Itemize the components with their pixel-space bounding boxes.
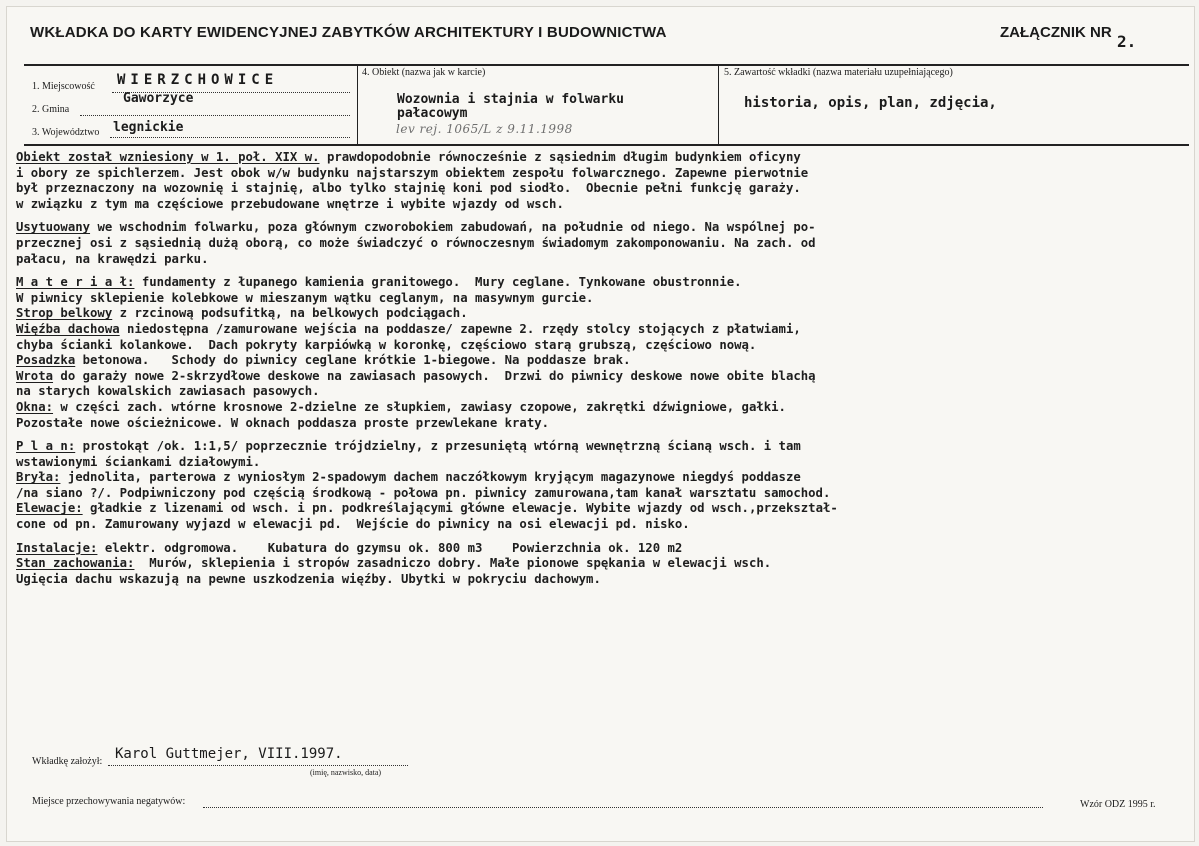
- section-heading: Wrota: [16, 368, 54, 383]
- body-text: jednolita, parterowa z wyniosłym 2-spadowym dachem naczółkowym kryjącym magazynowe niegdyś poddasze: [60, 470, 801, 485]
- section-heading: Strop belkowy: [16, 306, 113, 321]
- body-line: [16, 541, 1181, 557]
- body-line: [16, 369, 1181, 385]
- section-heading: Stan zachowania:: [16, 556, 135, 571]
- body-line: [16, 556, 1181, 572]
- body-line: [16, 455, 1181, 471]
- paragraph-gap: [16, 431, 1181, 439]
- body-line: [16, 220, 1181, 236]
- annex-label: ZAŁĄCZNIK NR: [1000, 24, 1112, 41]
- paragraph-gap: [16, 212, 1181, 220]
- form-title: WKŁADKA DO KARTY EWIDENCYJNEJ ZABYTKÓW ARCHITEKTURY I BUDOWNICTWA: [30, 24, 667, 41]
- field-divider-1: [357, 64, 358, 144]
- body-text: gładkie z lizenami od wsch. i pn. podkreślającymi główne elewacje. Wybite wjazdy od wsch.,przekształ-: [82, 501, 838, 516]
- body-line: [16, 166, 1181, 182]
- body-line: [16, 384, 1181, 400]
- section-heading: Bryła:: [16, 470, 61, 485]
- negatives-label: Miejsce przechowywania negatywów:: [32, 796, 186, 807]
- section-heading: Instalacje:: [16, 540, 98, 555]
- body-line: [16, 252, 1181, 268]
- body-text: we wschodnim folwarku, poza głównym czworobokiem zabudowań, na południe od niego. Na wspólnej po-: [90, 220, 816, 235]
- annex-number: 2.: [1117, 32, 1137, 51]
- fields-rule: [24, 144, 1189, 146]
- body-text: Murów, sklepienia i stropów zasadniczo dobry. Małe pionowe spękania w elewacji wsch.: [134, 556, 772, 571]
- body-text: z rzcinową podsufitką, na belkowych podciągach.: [112, 306, 468, 321]
- paragraph-gap: [16, 533, 1181, 541]
- body-text: W piwnicy sklepienie kolebkowe w mieszanym wątku ceglanym, na masywnym gurcie.: [16, 290, 594, 305]
- miejscowosc-label: 1. Miejscowość: [32, 81, 95, 92]
- body-line: [16, 470, 1181, 486]
- body-text: do garaży nowe 2-skrzydłowe deskowe na zawiasach pasowych. Drzwi do piwnicy deskowe nowe obite blachą: [53, 368, 816, 383]
- negatives-dots: [203, 807, 1043, 808]
- body-text: niedostępna /zamurowane wejścia na poddasze/ zapewne 2. rzędy stolcy stojących z płatwiami,: [119, 321, 801, 336]
- wojewodztwo-label: 3. Województwo: [32, 127, 100, 138]
- body-text: i obory ze spichlerzem. Jest obok w/w budynku najstarszym obiektem zespołu folwarcznego. Zapewne pierwotnie: [16, 165, 809, 180]
- obiekt-value-line-2: pałacowym: [397, 106, 468, 121]
- body-line: [16, 353, 1181, 369]
- body-text: przecznej osi z sąsiednią dużą oborą, co może świadczyć o równoczesnym świadomym zakomponowaniu. Na zach. od: [16, 235, 816, 250]
- field-divider-2: [718, 64, 719, 144]
- gmina-dots: [80, 115, 350, 116]
- body-line: [16, 572, 1181, 588]
- body-line: [16, 306, 1181, 322]
- body-text: betonowa. Schody do piwnicy ceglane krótkie 1-biegowe. Na poddasze brak.: [75, 353, 631, 368]
- body-line: [16, 400, 1181, 416]
- body-text: Pozostałe nowe ościeżnicowe. W oknach poddasza proste przewlekane kraty.: [16, 415, 550, 430]
- gmina-label: 2. Gmina: [32, 104, 70, 115]
- gmina-value: Gaworzyce: [123, 91, 194, 106]
- obiekt-value-line-1: Wozownia i stajnia w folwarku: [397, 92, 624, 107]
- body-line: [16, 181, 1181, 197]
- body-text: pałacu, na krawędzi parku.: [16, 251, 209, 266]
- body-line: [16, 322, 1181, 338]
- wojewodztwo-value: legnickie: [113, 120, 184, 135]
- author-sublabel: (imię, nazwisko, data): [310, 768, 382, 777]
- paragraph-gap: [16, 267, 1181, 275]
- body-text: chyba ścianki kolankowe. Dach pokryty karpiówką w koronkę, częściowo starą grubszą, częściowo nową.: [16, 337, 757, 352]
- body-text: na starych kowalskich zawiasach pasowych.: [16, 384, 320, 399]
- body-line: [16, 517, 1181, 533]
- obiekt-label: 4. Obiekt (nazwa jak w karcie): [362, 67, 486, 78]
- body-text: w związku z tym ma częściowe przebudowane wnętrze i wybite wjazdy od wsch.: [16, 196, 564, 211]
- section-heading: Usytuowany: [16, 220, 91, 235]
- form-code: Wzór ODZ 1995 r.: [1080, 799, 1156, 810]
- zawartosc-value: historia, opis, plan, zdjęcia,: [744, 95, 997, 111]
- section-heading: Obiekt został wzniesiony w 1. poł. XIX w.: [16, 150, 320, 164]
- author-dots: [108, 765, 408, 766]
- body-text: w części zach. wtórne krosnowe 2-dzielne ze słupkiem, zawiasy czopowe, zakrętki dźwigniowe, gałki.: [53, 399, 786, 414]
- body-text: wstawionymi ściankami działowymi.: [16, 454, 261, 469]
- body-text: był przeznaczony na wozownię i stajnię, albo tylko stajnię koni pod siodło. Obecnie pełni funkcję garaży.: [16, 181, 801, 196]
- section-heading: P l a n:: [16, 439, 76, 454]
- section-heading: M a t e r i a ł:: [16, 275, 135, 290]
- body-text: /na siano ?/. Podpiwniczony pod częścią środkową - połowa pn. piwnicy zamurowana,tam kanał warsztatu samochod.: [16, 485, 831, 500]
- body-line: [16, 291, 1181, 307]
- miejscowosc-value: WIERZCHOWICE: [117, 72, 279, 88]
- description-body: [16, 150, 1181, 587]
- body-text: Ugięcia dachu wskazują na pewne uszkodzenia więźby. Ubytki w pokryciu dachowym.: [16, 571, 601, 586]
- body-line: [16, 275, 1181, 291]
- section-heading: Elewacje:: [16, 501, 83, 516]
- author-value: Karol Guttmejer, VIII.1997.: [115, 746, 343, 762]
- zawartosc-label: 5. Zawartość wkładki (nazwa materiału uzupełniającego): [724, 67, 953, 78]
- author-label: Wkładkę założył:: [32, 756, 103, 767]
- section-heading: Posadzka: [16, 353, 76, 368]
- section-heading: Więźba dachowa: [16, 321, 120, 336]
- body-line: [16, 338, 1181, 354]
- body-line: [16, 236, 1181, 252]
- wojewodztwo-dots: [110, 137, 350, 138]
- registry-note: lev rej. 1065/L z 9.11.1998: [396, 122, 573, 136]
- body-text: fundamenty z łupanego kamienia granitowego. Mury ceglane. Tynkowane obustronnie.: [134, 275, 742, 290]
- body-text: prawdopodobnie równocześnie z sąsiednim długim budynkiem oficyny: [319, 150, 801, 164]
- body-line: [16, 501, 1181, 517]
- body-text: elektr. odgromowa. Kubatura do gzymsu ok. 800 m3 Powierzchnia ok. 120 m2: [97, 540, 683, 555]
- body-text: cone od pn. Zamurowany wyjazd w elewacji pd. Wejście do piwnicy na osi elewacji pd. nisko.: [16, 517, 690, 532]
- body-text: prostokąt /ok. 1:1,5/ poprzecznie trójdzielny, z przesuniętą wtórną wewnętrzną ścianą wsch. i tam: [75, 439, 801, 454]
- body-line: [16, 416, 1181, 432]
- body-line: [16, 439, 1181, 455]
- body-line: [16, 197, 1181, 213]
- body-line: [16, 150, 1181, 166]
- body-line: [16, 486, 1181, 502]
- header-rule: [24, 64, 1189, 66]
- section-heading: Okna:: [16, 399, 54, 414]
